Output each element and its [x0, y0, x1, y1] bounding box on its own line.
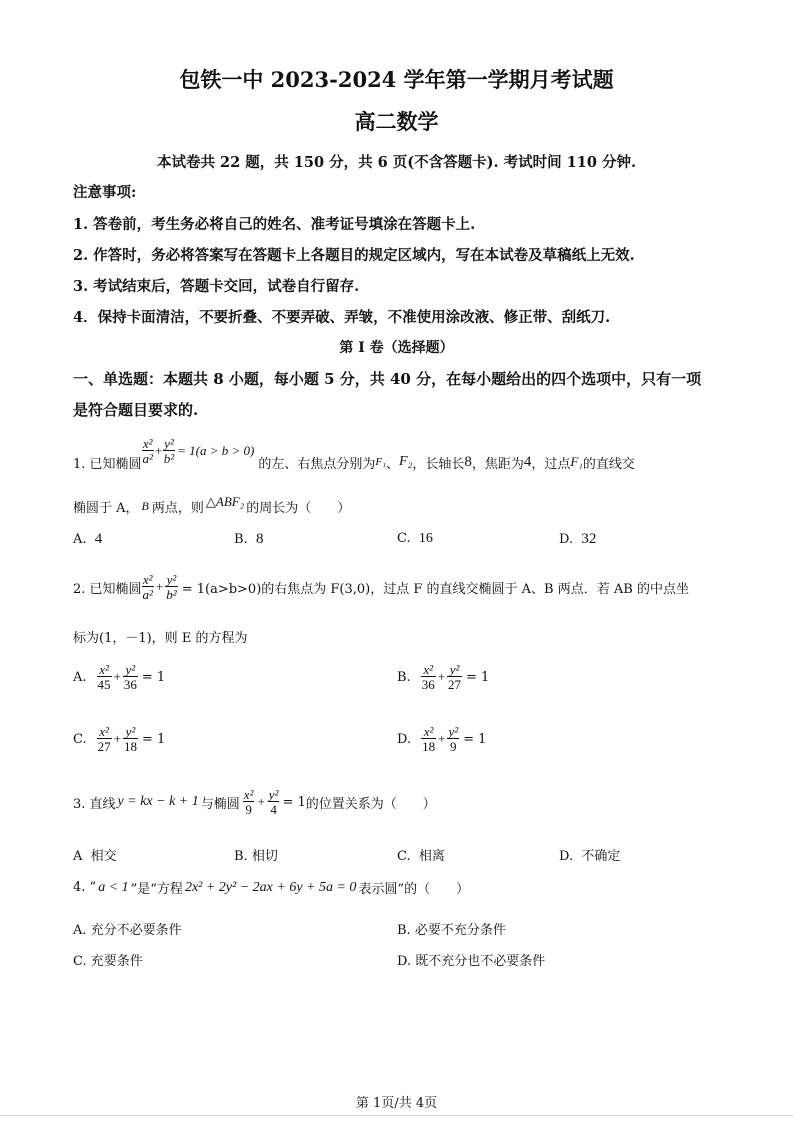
q4-option-c[interactable]: C. 充要条件 [73, 954, 143, 969]
q1-option-c[interactable]: C. 16 [397, 531, 433, 546]
note-item: 2. 作答时，务必将答案写在答题卡上各题目的规定区域内，写在本试卷及草稿纸上无效. [73, 247, 635, 264]
section-title: 第 I 卷（选择题） [339, 340, 454, 356]
q1-f1: F₁ [375, 456, 386, 468]
q1-frac-y: $\frac{\text{y²}}{\text{b²}}$ [163, 436, 175, 466]
q1-option-b[interactable]: B. 8 [234, 531, 264, 547]
exam-info: 本试卷共 22 题，共 150 分，共 6 页(不含答题卡). 考试时间 110 分钟. [156, 154, 637, 171]
q1-condition: = 1(a > b > 0) [177, 443, 255, 458]
q2-option-b[interactable]: B. $\frac{\text{x²}}{36}$ + $\frac{\text{y²}}{27}$ = 1 [397, 662, 490, 692]
q3-option-b[interactable]: B. 相切 [234, 849, 278, 864]
q4-option-d[interactable]: D. 既不充分也不必要条件 [397, 954, 546, 969]
question-1-stem: 1. 已知椭圆 $\frac{\text{x²}}{\text{a²}}$ + $\frac{\text{y²}}{\text{b²}}$ = 1(a > b > 0) 的左、右焦点分别为 F₁ 、 F₂ ，长轴长 8 ，焦距为 4 ，过点 F₁ 的直线交 [73, 436, 635, 472]
note-item: 1. 答卷前，考生务必将自己的姓名、准考证号填涂在答题卡上. [73, 216, 476, 233]
note-item: 4．保持卡面清洁，不要折叠、不要弄破、弄皱，不准使用涂改液、修正带、刮纸刀. [73, 309, 611, 326]
q3-option-d[interactable]: D. 不确定 [559, 849, 621, 864]
q3-line-equation: y = kx − k + 1 [117, 794, 199, 809]
q2-option-a[interactable]: A. $\frac{\text{x²}}{45}$ + $\frac{\text{y²}}{36}$ = 1 [73, 662, 166, 692]
q2-option-c[interactable]: C. $\frac{\text{x²}}{27}$ + $\frac{\text{y²}}{18}$ = 1 [73, 724, 166, 754]
q4-option-a[interactable]: A. 充分不必要条件 [73, 923, 182, 938]
exam-title: 包铁一中 2023-2024 学年第一学期月考试题 [179, 67, 614, 92]
q1-frac-x: $\frac{\text{x²}}{\text{a²}}$ [142, 436, 153, 466]
q1-option-d[interactable]: D. 32 [559, 531, 597, 547]
question-2-stem-line2: 标为(1，－1)，则 E 的方程为 [73, 631, 248, 646]
q2-frac-x: $\frac{\text{x²}}{\text{a²}}$ [142, 572, 153, 602]
q1-f2: F₂ [398, 454, 413, 469]
q2-frac-y: $\frac{\text{y²}}{\text{b²}}$ [166, 572, 177, 602]
question-1-stem-line2: 椭圆于 A， B 两点，则 △ABF₂ 的周长为（ ） [73, 493, 351, 516]
question-4-stem: 4. “ a < 1 ”是“方程 2x² + 2y² − 2ax + 6y + 5a = 0 表示圆”的（ ） [73, 879, 470, 897]
q4-option-b[interactable]: B. 必要不充分条件 [397, 923, 506, 938]
q1-option-a[interactable]: A. 4 [73, 531, 103, 547]
notes-heading: 注意事项: [73, 184, 137, 201]
q3-option-c[interactable]: C. 相离 [397, 849, 445, 864]
q2-option-d[interactable]: D. $\frac{\text{x²}}{18}$ + $\frac{\text{y²}}{9}$ = 1 [397, 724, 487, 754]
q1-prefix: 1. 已知椭圆 [73, 456, 142, 472]
q4-condition: a < 1 [98, 879, 129, 895]
note-item: 3. 考试结束后，答题卡交回，试卷自行留存. [73, 278, 360, 295]
section-instruction: 一、单选题：本题共 8 小题，每小题 5 分，共 40 分，在每小题给出的四个选项中，只有一项 [73, 370, 702, 388]
q3-option-a[interactable]: A 相交 [73, 849, 117, 864]
section-instruction: 是符合题目要求的. [73, 401, 199, 419]
q1-triangle: △ABF₂ [205, 493, 245, 509]
q4-equation: 2x² + 2y² − 2ax + 6y + 5a = 0 [184, 879, 357, 895]
subject-title: 高二数学 [354, 109, 439, 134]
footer-divider [0, 1115, 793, 1116]
page-number: 第 1页/共 4页 [355, 1096, 438, 1111]
question-3-stem: 3. 直线 y = kx − k + 1 与椭圆 $\frac{\text{x²}}{9}$ + $\frac{\text{y²}}{4}$ = 1 的位置关系为（ ） [73, 787, 436, 817]
question-2-stem: 2. 已知椭圆 $\frac{\text{x²}}{\text{a²}}$ + $\frac{\text{y²}}{\text{b²}}$ = 1(a>b>0)的右焦点为 F(3,0)，过点 F 的直线交椭圆于 A、B 两点．若 AB 的中点坐 [73, 572, 689, 602]
